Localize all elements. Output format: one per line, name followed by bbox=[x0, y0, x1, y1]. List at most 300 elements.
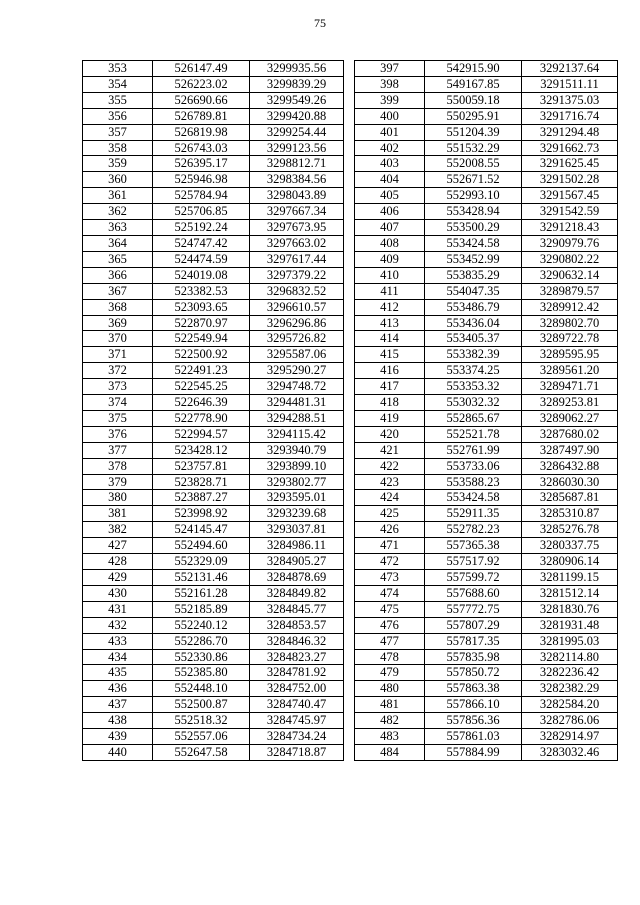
point-number-cell: 370 bbox=[83, 331, 153, 347]
x-coordinate-cell: 553588.23 bbox=[425, 474, 522, 490]
coordinates-table-left-body bbox=[83, 61, 344, 761]
x-coordinate-cell: 553374.25 bbox=[425, 363, 522, 379]
x-coordinate-cell: 551532.29 bbox=[425, 140, 522, 156]
table-row bbox=[355, 379, 618, 395]
table-row bbox=[83, 299, 344, 315]
x-coordinate-cell: 524474.59 bbox=[153, 251, 250, 267]
y-coordinate-cell: 3282114.80 bbox=[522, 649, 618, 665]
y-coordinate-cell: 3290632.14 bbox=[522, 267, 618, 283]
y-coordinate-cell: 3284986.11 bbox=[250, 538, 344, 554]
x-coordinate-cell: 552671.52 bbox=[425, 172, 522, 188]
x-coordinate-cell: 525706.85 bbox=[153, 204, 250, 220]
y-coordinate-cell: 3287497.90 bbox=[522, 442, 618, 458]
y-coordinate-cell: 3289879.57 bbox=[522, 283, 618, 299]
point-number-cell: 368 bbox=[83, 299, 153, 315]
y-coordinate-cell: 3295726.82 bbox=[250, 331, 344, 347]
x-coordinate-cell: 552329.09 bbox=[153, 554, 250, 570]
point-number-cell: 356 bbox=[83, 108, 153, 124]
y-coordinate-cell: 3284853.57 bbox=[250, 617, 344, 633]
x-coordinate-cell: 552161.28 bbox=[153, 585, 250, 601]
x-coordinate-cell: 553424.58 bbox=[425, 490, 522, 506]
x-coordinate-cell: 553436.04 bbox=[425, 315, 522, 331]
point-number-cell: 371 bbox=[83, 347, 153, 363]
table-row bbox=[355, 442, 618, 458]
x-coordinate-cell: 525946.98 bbox=[153, 172, 250, 188]
x-coordinate-cell: 553405.37 bbox=[425, 331, 522, 347]
x-coordinate-cell: 557866.10 bbox=[425, 697, 522, 713]
point-number-cell: 471 bbox=[355, 538, 425, 554]
x-coordinate-cell: 551204.39 bbox=[425, 124, 522, 140]
point-number-cell: 425 bbox=[355, 506, 425, 522]
point-number-cell: 374 bbox=[83, 395, 153, 411]
x-coordinate-cell: 552448.10 bbox=[153, 681, 250, 697]
x-coordinate-cell: 552647.58 bbox=[153, 744, 250, 760]
table-row bbox=[83, 713, 344, 729]
y-coordinate-cell: 3293037.81 bbox=[250, 522, 344, 538]
table-row bbox=[355, 267, 618, 283]
x-coordinate-cell: 526743.03 bbox=[153, 140, 250, 156]
point-number-cell: 407 bbox=[355, 220, 425, 236]
page-number: 75 bbox=[314, 16, 326, 30]
x-coordinate-cell: 553486.79 bbox=[425, 299, 522, 315]
point-number-cell: 376 bbox=[83, 426, 153, 442]
point-number-cell: 419 bbox=[355, 410, 425, 426]
x-coordinate-cell: 552761.99 bbox=[425, 442, 522, 458]
x-coordinate-cell: 522491.23 bbox=[153, 363, 250, 379]
table-row bbox=[83, 347, 344, 363]
point-number-cell: 417 bbox=[355, 379, 425, 395]
table-row bbox=[83, 649, 344, 665]
point-number-cell: 430 bbox=[83, 585, 153, 601]
table-row bbox=[83, 331, 344, 347]
y-coordinate-cell: 3281830.76 bbox=[522, 601, 618, 617]
x-coordinate-cell: 552185.89 bbox=[153, 601, 250, 617]
point-number-cell: 477 bbox=[355, 633, 425, 649]
y-coordinate-cell: 3294288.51 bbox=[250, 410, 344, 426]
table-row bbox=[355, 156, 618, 172]
y-coordinate-cell: 3293239.68 bbox=[250, 506, 344, 522]
y-coordinate-cell: 3293940.79 bbox=[250, 442, 344, 458]
point-number-cell: 366 bbox=[83, 267, 153, 283]
x-coordinate-cell: 553382.39 bbox=[425, 347, 522, 363]
point-number-cell: 482 bbox=[355, 713, 425, 729]
table-row bbox=[355, 92, 618, 108]
table-row bbox=[83, 458, 344, 474]
y-coordinate-cell: 3291716.74 bbox=[522, 108, 618, 124]
table-row bbox=[355, 220, 618, 236]
x-coordinate-cell: 524019.08 bbox=[153, 267, 250, 283]
point-number-cell: 353 bbox=[83, 61, 153, 77]
y-coordinate-cell: 3289471.71 bbox=[522, 379, 618, 395]
point-number-cell: 428 bbox=[83, 554, 153, 570]
y-coordinate-cell: 3281931.48 bbox=[522, 617, 618, 633]
table-row bbox=[355, 665, 618, 681]
table-row bbox=[83, 506, 344, 522]
y-coordinate-cell: 3285687.81 bbox=[522, 490, 618, 506]
y-coordinate-cell: 3287680.02 bbox=[522, 426, 618, 442]
table-row bbox=[355, 108, 618, 124]
table-row bbox=[83, 61, 344, 77]
x-coordinate-cell: 557807.29 bbox=[425, 617, 522, 633]
point-number-cell: 361 bbox=[83, 188, 153, 204]
x-coordinate-cell: 526223.02 bbox=[153, 76, 250, 92]
y-coordinate-cell: 3294748.72 bbox=[250, 379, 344, 395]
y-coordinate-cell: 3289561.20 bbox=[522, 363, 618, 379]
x-coordinate-cell: 553424.58 bbox=[425, 235, 522, 251]
x-coordinate-cell: 525784.94 bbox=[153, 188, 250, 204]
x-coordinate-cell: 557365.38 bbox=[425, 538, 522, 554]
table-row bbox=[83, 363, 344, 379]
point-number-cell: 431 bbox=[83, 601, 153, 617]
y-coordinate-cell: 3290802.22 bbox=[522, 251, 618, 267]
y-coordinate-cell: 3291502.28 bbox=[522, 172, 618, 188]
x-coordinate-cell: 557599.72 bbox=[425, 570, 522, 586]
point-number-cell: 369 bbox=[83, 315, 153, 331]
point-number-cell: 363 bbox=[83, 220, 153, 236]
point-number-cell: 354 bbox=[83, 76, 153, 92]
table-row bbox=[83, 681, 344, 697]
point-number-cell: 412 bbox=[355, 299, 425, 315]
point-number-cell: 474 bbox=[355, 585, 425, 601]
table-row bbox=[355, 697, 618, 713]
point-number-cell: 424 bbox=[355, 490, 425, 506]
x-coordinate-cell: 557884.99 bbox=[425, 744, 522, 760]
point-number-cell: 422 bbox=[355, 458, 425, 474]
table-row bbox=[355, 585, 618, 601]
y-coordinate-cell: 3297617.44 bbox=[250, 251, 344, 267]
y-coordinate-cell: 3294115.42 bbox=[250, 426, 344, 442]
y-coordinate-cell: 3298812.71 bbox=[250, 156, 344, 172]
x-coordinate-cell: 552385.80 bbox=[153, 665, 250, 681]
x-coordinate-cell: 552521.78 bbox=[425, 426, 522, 442]
y-coordinate-cell: 3282914.97 bbox=[522, 729, 618, 745]
y-coordinate-cell: 3280906.14 bbox=[522, 554, 618, 570]
table-row bbox=[83, 251, 344, 267]
x-coordinate-cell: 552865.67 bbox=[425, 410, 522, 426]
table-row bbox=[355, 410, 618, 426]
y-coordinate-cell: 3295290.27 bbox=[250, 363, 344, 379]
table-row bbox=[355, 172, 618, 188]
table-row bbox=[83, 379, 344, 395]
table-row bbox=[83, 426, 344, 442]
y-coordinate-cell: 3299123.56 bbox=[250, 140, 344, 156]
x-coordinate-cell: 524747.42 bbox=[153, 235, 250, 251]
x-coordinate-cell: 557817.35 bbox=[425, 633, 522, 649]
table-row bbox=[355, 426, 618, 442]
y-coordinate-cell: 3289802.70 bbox=[522, 315, 618, 331]
table-row bbox=[355, 331, 618, 347]
y-coordinate-cell: 3297667.34 bbox=[250, 204, 344, 220]
x-coordinate-cell: 557835.98 bbox=[425, 649, 522, 665]
x-coordinate-cell: 526395.17 bbox=[153, 156, 250, 172]
x-coordinate-cell: 552518.32 bbox=[153, 713, 250, 729]
y-coordinate-cell: 3290979.76 bbox=[522, 235, 618, 251]
table-row bbox=[355, 347, 618, 363]
point-number-cell: 403 bbox=[355, 156, 425, 172]
table-row bbox=[355, 554, 618, 570]
x-coordinate-cell: 557863.38 bbox=[425, 681, 522, 697]
point-number-cell: 484 bbox=[355, 744, 425, 760]
y-coordinate-cell: 3297663.02 bbox=[250, 235, 344, 251]
point-number-cell: 397 bbox=[355, 61, 425, 77]
x-coordinate-cell: 522500.92 bbox=[153, 347, 250, 363]
point-number-cell: 405 bbox=[355, 188, 425, 204]
point-number-cell: 373 bbox=[83, 379, 153, 395]
x-coordinate-cell: 542915.90 bbox=[425, 61, 522, 77]
point-number-cell: 433 bbox=[83, 633, 153, 649]
x-coordinate-cell: 523998.92 bbox=[153, 506, 250, 522]
y-coordinate-cell: 3293595.01 bbox=[250, 490, 344, 506]
y-coordinate-cell: 3291218.43 bbox=[522, 220, 618, 236]
y-coordinate-cell: 3297379.22 bbox=[250, 267, 344, 283]
y-coordinate-cell: 3283032.46 bbox=[522, 744, 618, 760]
y-coordinate-cell: 3293802.77 bbox=[250, 474, 344, 490]
y-coordinate-cell: 3281512.14 bbox=[522, 585, 618, 601]
y-coordinate-cell: 3284846.32 bbox=[250, 633, 344, 649]
point-number-cell: 423 bbox=[355, 474, 425, 490]
x-coordinate-cell: 522549.94 bbox=[153, 331, 250, 347]
table-row bbox=[83, 188, 344, 204]
y-coordinate-cell: 3291567.45 bbox=[522, 188, 618, 204]
table-row bbox=[355, 235, 618, 251]
point-number-cell: 362 bbox=[83, 204, 153, 220]
x-coordinate-cell: 553500.29 bbox=[425, 220, 522, 236]
coordinates-table-right bbox=[354, 60, 618, 761]
y-coordinate-cell: 3284823.27 bbox=[250, 649, 344, 665]
y-coordinate-cell: 3296296.86 bbox=[250, 315, 344, 331]
point-number-cell: 364 bbox=[83, 235, 153, 251]
y-coordinate-cell: 3284740.47 bbox=[250, 697, 344, 713]
x-coordinate-cell: 552494.60 bbox=[153, 538, 250, 554]
y-coordinate-cell: 3294481.31 bbox=[250, 395, 344, 411]
point-number-cell: 382 bbox=[83, 522, 153, 538]
point-number-cell: 415 bbox=[355, 347, 425, 363]
y-coordinate-cell: 3285310.87 bbox=[522, 506, 618, 522]
x-coordinate-cell: 552911.35 bbox=[425, 506, 522, 522]
x-coordinate-cell: 552286.70 bbox=[153, 633, 250, 649]
point-number-cell: 476 bbox=[355, 617, 425, 633]
table-row bbox=[83, 538, 344, 554]
y-coordinate-cell: 3282382.29 bbox=[522, 681, 618, 697]
x-coordinate-cell: 552008.55 bbox=[425, 156, 522, 172]
point-number-cell: 414 bbox=[355, 331, 425, 347]
y-coordinate-cell: 3291662.73 bbox=[522, 140, 618, 156]
point-number-cell: 401 bbox=[355, 124, 425, 140]
y-coordinate-cell: 3292137.64 bbox=[522, 61, 618, 77]
table-row bbox=[355, 363, 618, 379]
table-row bbox=[83, 140, 344, 156]
table-row bbox=[83, 395, 344, 411]
point-number-cell: 478 bbox=[355, 649, 425, 665]
point-number-cell: 381 bbox=[83, 506, 153, 522]
point-number-cell: 398 bbox=[355, 76, 425, 92]
point-number-cell: 413 bbox=[355, 315, 425, 331]
point-number-cell: 420 bbox=[355, 426, 425, 442]
point-number-cell: 436 bbox=[83, 681, 153, 697]
y-coordinate-cell: 3291511.11 bbox=[522, 76, 618, 92]
x-coordinate-cell: 523382.53 bbox=[153, 283, 250, 299]
x-coordinate-cell: 557772.75 bbox=[425, 601, 522, 617]
y-coordinate-cell: 3296832.52 bbox=[250, 283, 344, 299]
point-number-cell: 480 bbox=[355, 681, 425, 697]
point-number-cell: 409 bbox=[355, 251, 425, 267]
table-row bbox=[83, 665, 344, 681]
point-number-cell: 411 bbox=[355, 283, 425, 299]
y-coordinate-cell: 3281199.15 bbox=[522, 570, 618, 586]
x-coordinate-cell: 553835.29 bbox=[425, 267, 522, 283]
y-coordinate-cell: 3296610.57 bbox=[250, 299, 344, 315]
y-coordinate-cell: 3284781.92 bbox=[250, 665, 344, 681]
x-coordinate-cell: 557850.72 bbox=[425, 665, 522, 681]
coordinates-table-right-body bbox=[355, 61, 618, 761]
table-row bbox=[83, 124, 344, 140]
table-row bbox=[355, 395, 618, 411]
point-number-cell: 429 bbox=[83, 570, 153, 586]
y-coordinate-cell: 3284734.24 bbox=[250, 729, 344, 745]
x-coordinate-cell: 522545.25 bbox=[153, 379, 250, 395]
x-coordinate-cell: 526789.81 bbox=[153, 108, 250, 124]
point-number-cell: 432 bbox=[83, 617, 153, 633]
x-coordinate-cell: 526819.98 bbox=[153, 124, 250, 140]
table-row bbox=[355, 124, 618, 140]
table-row bbox=[83, 585, 344, 601]
x-coordinate-cell: 552131.46 bbox=[153, 570, 250, 586]
x-coordinate-cell: 523887.27 bbox=[153, 490, 250, 506]
point-number-cell: 375 bbox=[83, 410, 153, 426]
table-row bbox=[83, 601, 344, 617]
table-row bbox=[83, 474, 344, 490]
point-number-cell: 410 bbox=[355, 267, 425, 283]
point-number-cell: 438 bbox=[83, 713, 153, 729]
y-coordinate-cell: 3286030.30 bbox=[522, 474, 618, 490]
point-number-cell: 475 bbox=[355, 601, 425, 617]
x-coordinate-cell: 524145.47 bbox=[153, 522, 250, 538]
x-coordinate-cell: 553452.99 bbox=[425, 251, 522, 267]
x-coordinate-cell: 549167.85 bbox=[425, 76, 522, 92]
point-number-cell: 359 bbox=[83, 156, 153, 172]
point-number-cell: 406 bbox=[355, 204, 425, 220]
table-row bbox=[83, 92, 344, 108]
point-number-cell: 483 bbox=[355, 729, 425, 745]
table-row bbox=[83, 554, 344, 570]
y-coordinate-cell: 3295587.06 bbox=[250, 347, 344, 363]
x-coordinate-cell: 522646.39 bbox=[153, 395, 250, 411]
x-coordinate-cell: 526690.66 bbox=[153, 92, 250, 108]
point-number-cell: 357 bbox=[83, 124, 153, 140]
table-row bbox=[83, 220, 344, 236]
point-number-cell: 416 bbox=[355, 363, 425, 379]
x-coordinate-cell: 553353.32 bbox=[425, 379, 522, 395]
y-coordinate-cell: 3299420.88 bbox=[250, 108, 344, 124]
y-coordinate-cell: 3299935.56 bbox=[250, 61, 344, 77]
point-number-cell: 481 bbox=[355, 697, 425, 713]
table-row bbox=[355, 283, 618, 299]
point-number-cell: 421 bbox=[355, 442, 425, 458]
x-coordinate-cell: 553733.06 bbox=[425, 458, 522, 474]
table-row bbox=[83, 204, 344, 220]
x-coordinate-cell: 552782.23 bbox=[425, 522, 522, 538]
table-row bbox=[355, 474, 618, 490]
point-number-cell: 439 bbox=[83, 729, 153, 745]
y-coordinate-cell: 3284752.00 bbox=[250, 681, 344, 697]
table-row bbox=[83, 283, 344, 299]
table-row bbox=[355, 76, 618, 92]
table-row bbox=[83, 315, 344, 331]
x-coordinate-cell: 554047.35 bbox=[425, 283, 522, 299]
x-coordinate-cell: 552557.06 bbox=[153, 729, 250, 745]
y-coordinate-cell: 3284745.97 bbox=[250, 713, 344, 729]
x-coordinate-cell: 523757.81 bbox=[153, 458, 250, 474]
table-row bbox=[83, 108, 344, 124]
point-number-cell: 404 bbox=[355, 172, 425, 188]
table-row bbox=[355, 681, 618, 697]
y-coordinate-cell: 3282786.06 bbox=[522, 713, 618, 729]
table-row bbox=[83, 570, 344, 586]
y-coordinate-cell: 3298043.89 bbox=[250, 188, 344, 204]
y-coordinate-cell: 3289062.27 bbox=[522, 410, 618, 426]
table-row bbox=[355, 490, 618, 506]
y-coordinate-cell: 3284878.69 bbox=[250, 570, 344, 586]
table-row bbox=[355, 522, 618, 538]
table-row bbox=[355, 506, 618, 522]
x-coordinate-cell: 552993.10 bbox=[425, 188, 522, 204]
y-coordinate-cell: 3286432.88 bbox=[522, 458, 618, 474]
table-row bbox=[355, 601, 618, 617]
table-row bbox=[355, 713, 618, 729]
point-number-cell: 367 bbox=[83, 283, 153, 299]
x-coordinate-cell: 552330.86 bbox=[153, 649, 250, 665]
point-number-cell: 380 bbox=[83, 490, 153, 506]
point-number-cell: 377 bbox=[83, 442, 153, 458]
y-coordinate-cell: 3281995.03 bbox=[522, 633, 618, 649]
coordinates-table-left bbox=[82, 60, 344, 761]
y-coordinate-cell: 3289595.95 bbox=[522, 347, 618, 363]
y-coordinate-cell: 3297673.95 bbox=[250, 220, 344, 236]
y-coordinate-cell: 3282236.42 bbox=[522, 665, 618, 681]
y-coordinate-cell: 3299839.29 bbox=[250, 76, 344, 92]
table-row bbox=[83, 172, 344, 188]
y-coordinate-cell: 3284718.87 bbox=[250, 744, 344, 760]
point-number-cell: 479 bbox=[355, 665, 425, 681]
x-coordinate-cell: 553032.32 bbox=[425, 395, 522, 411]
y-coordinate-cell: 3298384.56 bbox=[250, 172, 344, 188]
point-number-cell: 473 bbox=[355, 570, 425, 586]
x-coordinate-cell: 525192.24 bbox=[153, 220, 250, 236]
x-coordinate-cell: 552240.12 bbox=[153, 617, 250, 633]
y-coordinate-cell: 3284849.82 bbox=[250, 585, 344, 601]
table-row bbox=[83, 76, 344, 92]
table-row bbox=[355, 617, 618, 633]
y-coordinate-cell: 3289253.81 bbox=[522, 395, 618, 411]
x-coordinate-cell: 550295.91 bbox=[425, 108, 522, 124]
table-row bbox=[83, 697, 344, 713]
table-row bbox=[355, 251, 618, 267]
x-coordinate-cell: 557688.60 bbox=[425, 585, 522, 601]
table-row bbox=[83, 156, 344, 172]
point-number-cell: 437 bbox=[83, 697, 153, 713]
table-row bbox=[83, 442, 344, 458]
table-row bbox=[83, 729, 344, 745]
y-coordinate-cell: 3284845.77 bbox=[250, 601, 344, 617]
y-coordinate-cell: 3280337.75 bbox=[522, 538, 618, 554]
table-row bbox=[83, 633, 344, 649]
x-coordinate-cell: 523828.71 bbox=[153, 474, 250, 490]
table-row bbox=[355, 299, 618, 315]
point-number-cell: 435 bbox=[83, 665, 153, 681]
x-coordinate-cell: 526147.49 bbox=[153, 61, 250, 77]
table-row bbox=[355, 744, 618, 760]
point-number-cell: 378 bbox=[83, 458, 153, 474]
